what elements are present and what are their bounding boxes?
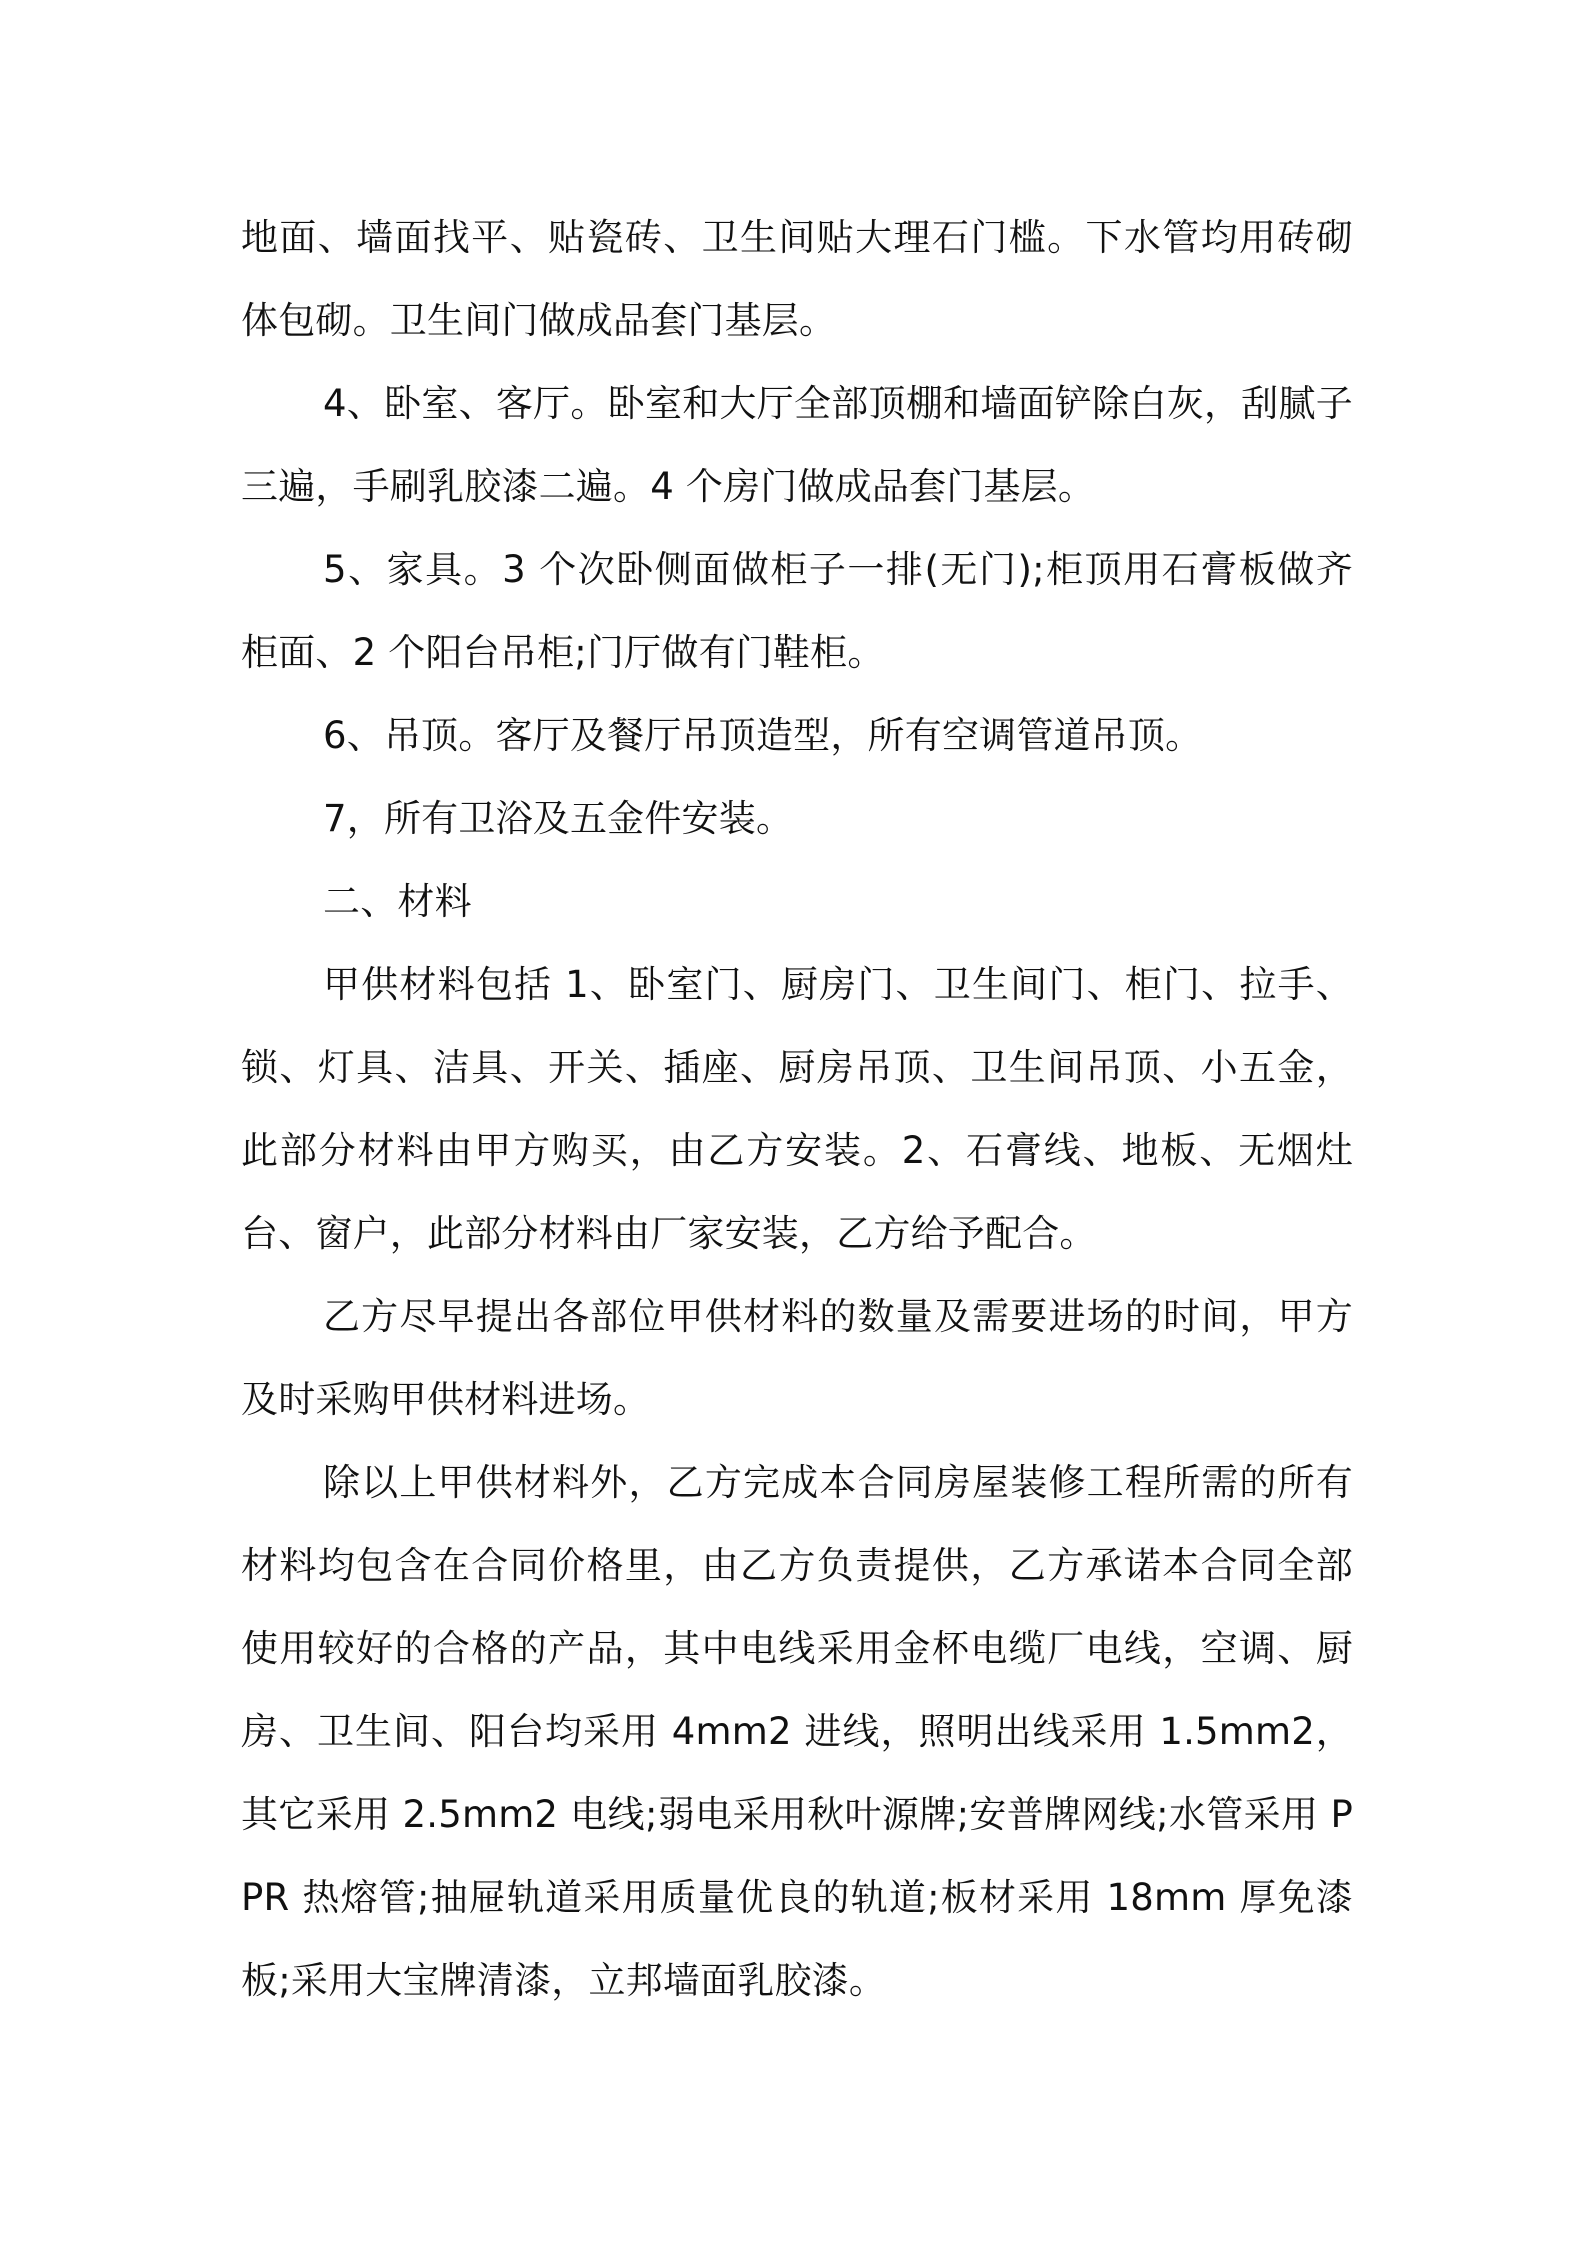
paragraph-material-schedule: 乙方尽早提出各部位甲供材料的数量及需要进场的时间，甲方及时采购甲供材料进场。 — [241, 1295, 1353, 1421]
paragraph-continuation: 地面、墙面找平、贴瓷砖、卫生间贴大理石门槛。下水管均用砖砌体包砌。卫生间门做成品套门基层。 — [241, 216, 1353, 342]
paragraph-owner-supplied-materials: 甲供材料包括 1、卧室门、厨房门、卫生间门、柜门、拉手、锁、灯具、洁具、开关、插座、厨房吊顶、卫生间吊顶、小五金，此部分材料由甲方购买，由乙方安装。2、石膏线、地板、无烟灶台、窗户，此部分材料由厂家安装，乙方给予配合。 — [241, 963, 1353, 1255]
paragraph-item-6: 6、吊顶。客厅及餐厅吊顶造型，所有空调管道吊顶。 — [323, 714, 1203, 757]
paragraph-item-4: 4、卧室、客厅。卧室和大厅全部顶棚和墙面铲除白灰，刮腻子三遍，手刷乳胶漆二遍。4 个房门做成品套门基层。 — [241, 382, 1353, 508]
paragraph-item-5: 5、家具。3 个次卧侧面做柜子一排(无门);柜顶用石膏板做齐柜面、2 个阳台吊柜;门厅做有门鞋柜。 — [241, 548, 1353, 674]
section-heading-materials: 二、材料 — [323, 880, 472, 923]
document-body — [241, 196, 1353, 2022]
paragraph-item-7: 7，所有卫浴及五金件安装。 — [323, 797, 794, 840]
paragraph-contractor-materials: 除以上甲供材料外，乙方完成本合同房屋装修工程所需的所有材料均包含在合同价格里，由乙方负责提供，乙方承诺本合同全部使用较好的合格的产品，其中电线采用金杯电缆厂电线，空调、厨房、卫生间、阳台均采用 4mm2 进线，照明出线采用 1.5mm2，其它采用 2.5mm2 电线;弱电采用秋叶源牌;安普牌网线;水管采用 PPR 热熔管;抽屉轨道采用质量优良的轨道;板材采用 18mm 厚免漆板;采用大宝牌清漆，立邦墙面乳胶漆。 — [241, 1461, 1353, 2002]
